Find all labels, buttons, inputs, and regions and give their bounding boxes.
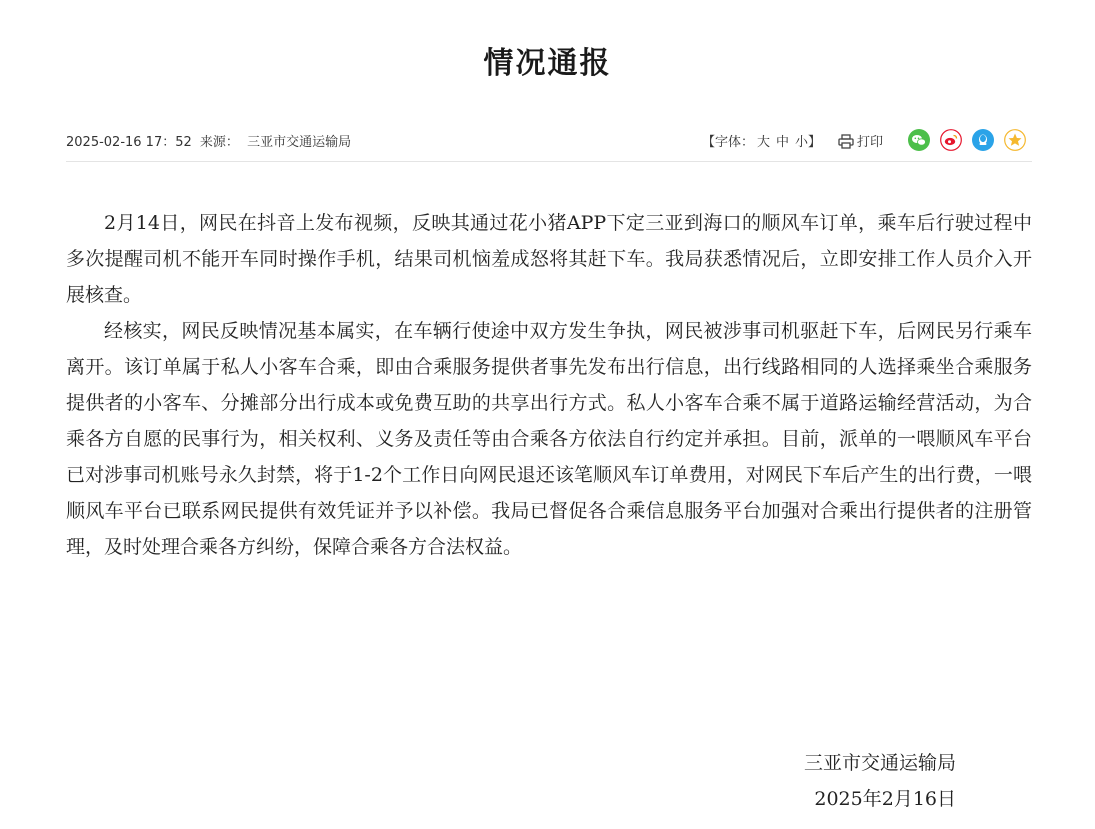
qq-icon[interactable] <box>972 129 994 151</box>
body-paragraph: 2月14日，网民在抖音上发布视频，反映其通过花小猪APP下定三亚到海口的顺风车订单，乘车后行驶过程中多次提醒司机不能开车同时操作手机，结果司机恼羞成怒将其赶下车。我局获悉情况后，立即安排工作人员介入开展核查。 <box>66 212 1032 306</box>
print-label: 打印 <box>857 135 884 150</box>
font-size-medium-button[interactable]: 中 <box>776 135 790 150</box>
body-paragraph: 经核实，网民反映情况基本属实，在车辆行使途中双方发生争执，网民被涉事司机驱赶下车，后网民另行乘车离开。该订单属于私人小客车合乘，即由合乘服务提供者事先发布出行信息，出行线路相同的人选择乘坐合乘服务提供者的小客车、分摊部分出行成本或免费互助的共享出行方式。私人小客车合乘不属于道路运输经营活动，为合乘各方自愿的民事行为，相关权利、义务及责任等由合乘各方依法自行约定并承担。目前，派单的一喂顺风车平台已对涉事司机账号永久封禁，将于1-2个工作日向网民退还该笔顺风车订单费用，对网民下车后产生的出行费，一喂顺风车平台已联系网民提供有效凭证并予以补偿。我局已督促各合乘信息服务平台加强对合乘出行提供者的注册管理，及时处理合乘各方纠纷，保障合乘各方合法权益。 <box>66 320 1032 558</box>
font-size-large-button[interactable]: 大 <box>757 135 771 150</box>
article-meta-bar <box>66 128 1032 154</box>
header-divider <box>66 161 1032 162</box>
article-body <box>66 205 1032 565</box>
font-size-label: 【字体： <box>702 135 755 150</box>
signature-date: 2025年2月16日 <box>814 788 956 810</box>
source-label: 来源： <box>199 135 239 150</box>
wechat-icon[interactable] <box>908 129 930 151</box>
source-name: 三亚市交通运输局 <box>247 135 352 150</box>
signature-block <box>804 745 956 817</box>
printer-icon <box>838 134 854 149</box>
qzone-icon[interactable] <box>1004 129 1026 151</box>
publish-datetime: 2025-02-16 17：52 <box>66 135 192 150</box>
signature-org: 三亚市交通运输局 <box>803 752 956 774</box>
font-size-control <box>702 131 824 150</box>
print-button[interactable] <box>838 131 883 150</box>
page-title: 情况通报 <box>483 46 612 81</box>
font-size-small-button[interactable]: 小】 <box>795 135 822 150</box>
weibo-icon[interactable] <box>940 129 962 151</box>
publish-info <box>66 131 355 150</box>
